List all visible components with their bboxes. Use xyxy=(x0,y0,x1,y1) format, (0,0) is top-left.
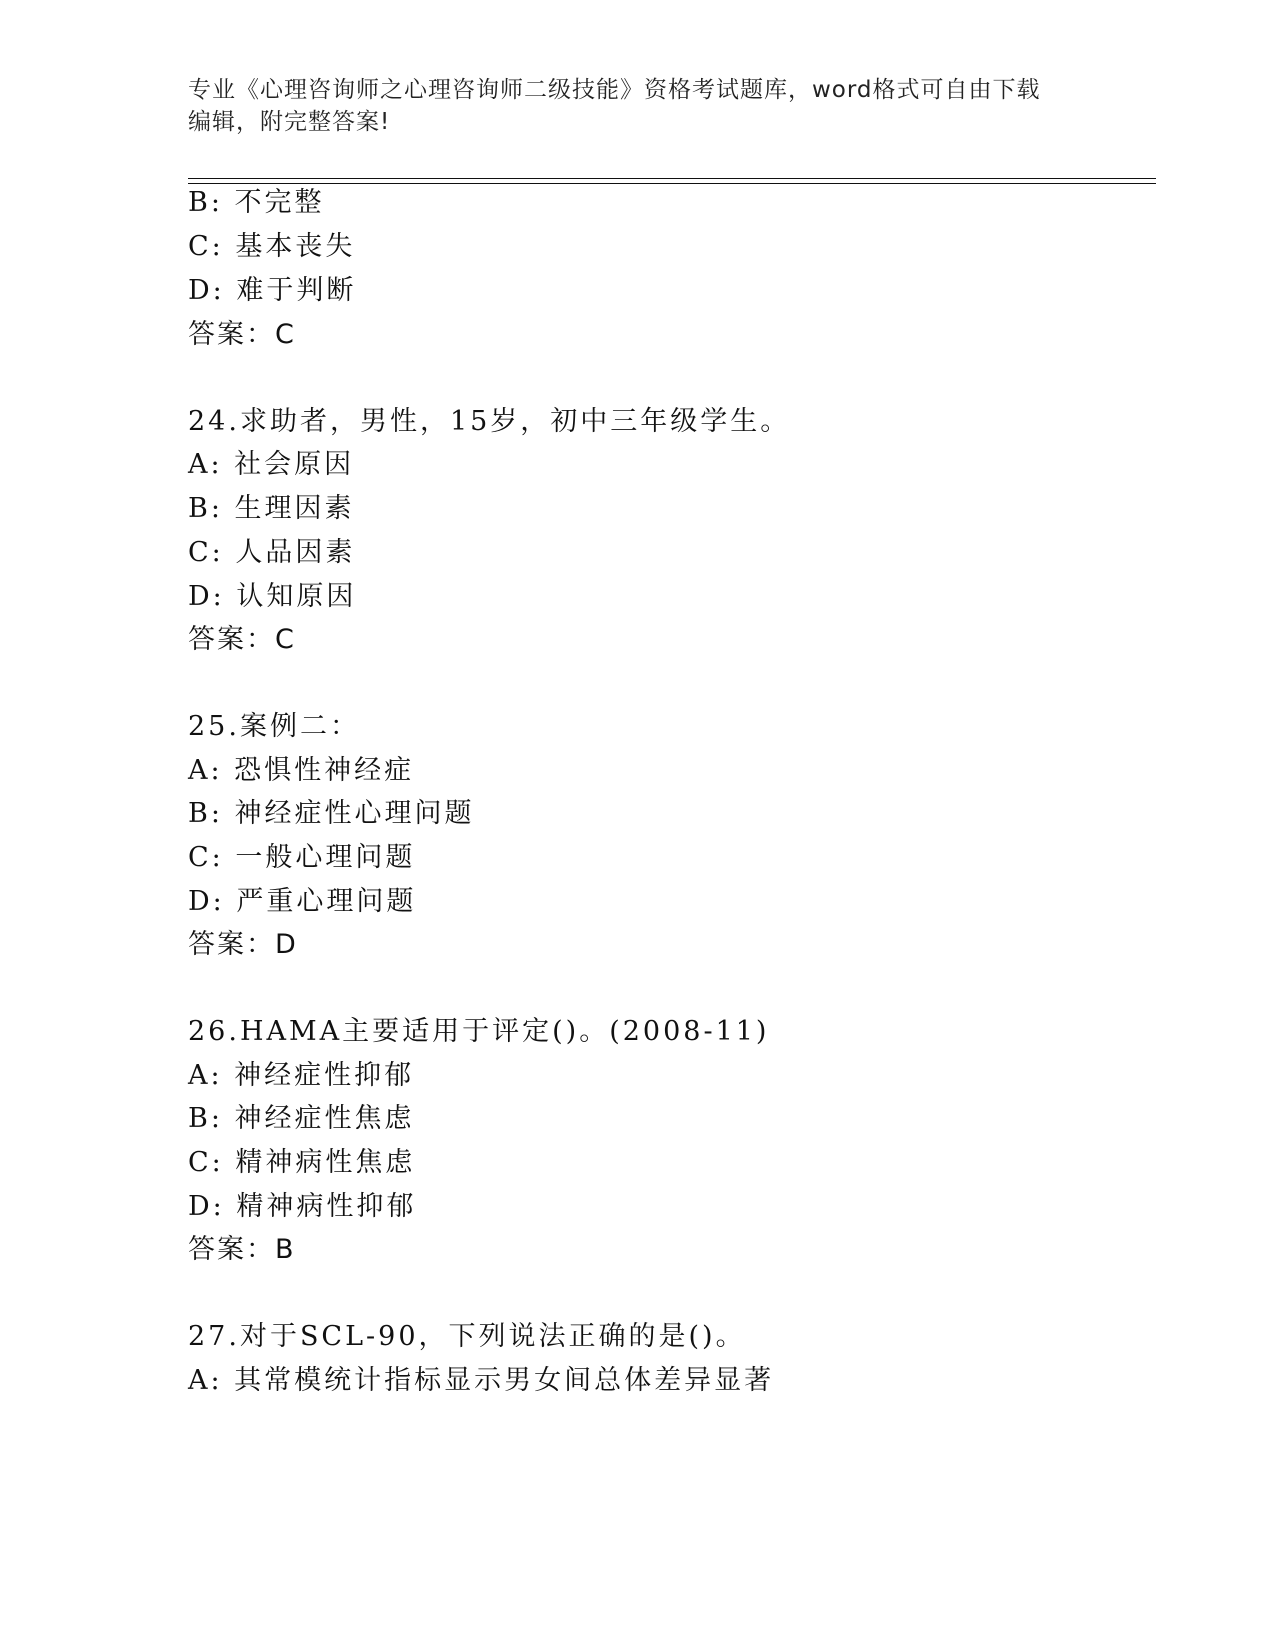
prev-option-c: C: 基本丧失 xyxy=(188,231,356,262)
q25-answer: 答案：D xyxy=(188,929,298,960)
q25-option-d: D: 严重心理问题 xyxy=(188,886,417,917)
prev-option-b: B: 不完整 xyxy=(188,187,325,218)
q25-option-c: C: 一般心理问题 xyxy=(188,842,416,873)
q27-stem: 27.对于SCL-90，下列说法正确的是()。 xyxy=(188,1321,746,1352)
q26-option-c: C: 精神病性焦虑 xyxy=(188,1147,416,1178)
prev-option-d: D: 难于判断 xyxy=(188,275,357,306)
q24-option-b: B: 生理因素 xyxy=(188,493,355,524)
q26-option-a: A: 神经症性抑郁 xyxy=(188,1060,415,1091)
q26-option-d: D: 精神病性抑郁 xyxy=(188,1191,417,1222)
q26-answer: 答案：B xyxy=(188,1234,296,1265)
header-line-2: 编辑，附完整答案! xyxy=(188,109,391,135)
q26-option-b: B: 神经症性焦虑 xyxy=(188,1103,415,1134)
q25-option-b: B: 神经症性心理问题 xyxy=(188,798,475,829)
header-divider-bottom xyxy=(188,183,1156,184)
q25-option-a: A: 恐惧性神经症 xyxy=(188,755,415,786)
q24-option-d: D: 认知原因 xyxy=(188,581,357,612)
q24-option-a: A: 社会原因 xyxy=(188,449,355,480)
prev-answer: 答案：C xyxy=(188,319,296,350)
q24-stem: 24.求助者，男性，15岁，初中三年级学生。 xyxy=(188,406,791,437)
q25-stem: 25.案例二： xyxy=(188,711,360,742)
document-header xyxy=(188,74,1068,138)
q24-option-c: C: 人品因素 xyxy=(188,537,356,568)
header-line-1: 专业《心理咨询师之心理咨询师二级技能》资格考试题库，word格式可自由下载 xyxy=(188,77,1041,103)
q27-option-a: A: 其常模统计指标显示男女间总体差异显著 xyxy=(188,1365,775,1396)
header-divider-top xyxy=(188,178,1156,179)
q24-answer: 答案：C xyxy=(188,624,296,655)
q26-stem: 26.HAMA主要适用于评定()。(2008-11) xyxy=(188,1016,770,1047)
